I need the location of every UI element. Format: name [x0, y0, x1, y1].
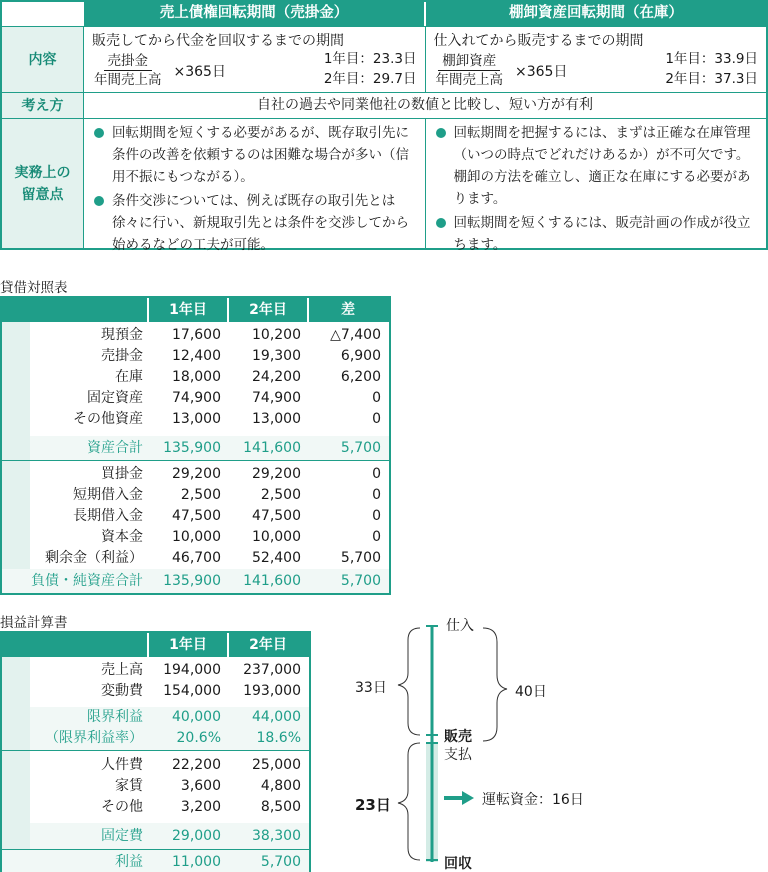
table-row: 長期借入金 47,500 47,500 0 [73, 508, 381, 524]
notes-row [2, 118, 766, 253]
inventory-denominator: 年間売上高 [435, 72, 503, 88]
note-text: 回転期間を把握するには、まずは正確な在庫管理（いつの時点でどれだけあるか）が不可欠です。棚卸の方法を確立し、適正な在庫にする必要があります。 [453, 125, 751, 207]
bullet-dot-icon [94, 196, 104, 206]
col-year2: 2年目 [227, 633, 307, 657]
table-row: 変動費 154,000 193,000 [101, 683, 301, 699]
receivables-multiplier: ×365日 [173, 63, 226, 80]
fixed-total-row: 固定費 29,000 38,300 [30, 823, 309, 849]
table-row: 固定資産 74,900 74,900 0 [87, 390, 381, 406]
content-row [2, 26, 766, 92]
col-diff: 差 [307, 298, 387, 322]
label-working-capital: 運転資金：16日 [482, 792, 584, 808]
inventory-numerator: 棚卸資産 [438, 52, 500, 71]
table-row: 剰余金（利益） 46,700 52,400 5,700 [45, 550, 381, 566]
receivables-year1: 1年目：23.3日 [323, 51, 417, 67]
assets-total-row: 資産合計 135,900 141,600 5,700 [30, 436, 389, 460]
table-row: 短期借入金 2,500 2,500 0 [73, 487, 381, 503]
inventory-notes [425, 119, 767, 253]
label-purchase: 仕入 [446, 618, 474, 634]
col-year2: 2年目 [227, 298, 307, 322]
inventory-year2: 2年目：37.3日 [665, 71, 758, 87]
note-text: 回転期間を短くするには、販売計画の作成が役立ちます。 [453, 215, 751, 253]
label-33-days: 33日 [355, 680, 387, 696]
label-payment: 支払 [444, 747, 472, 763]
table-row: 買掛金 29,200 29,200 0 [101, 466, 381, 482]
receivables-denominator: 年間売上高 [94, 72, 162, 88]
receivables-year2: 2年目：29.7日 [323, 71, 417, 87]
receivables-notes [84, 119, 425, 253]
inventory-years [665, 49, 758, 89]
inventory-year1: 1年目：33.9日 [665, 51, 758, 67]
receivables-description: 販売してから代金を回収するまでの期間 [92, 33, 344, 49]
comparison-table [0, 0, 768, 253]
receivables-note-1 [94, 122, 417, 188]
receivables-numerator: 売掛金 [104, 52, 153, 71]
brace-23-days-icon [398, 743, 420, 860]
label-40-days: 40日 [515, 684, 547, 700]
brace-33-days-icon [398, 628, 420, 735]
profit-row: 利益 11,000 5,700 [2, 850, 309, 872]
table-row: 在庫 18,000 24,200 6,200 [115, 369, 381, 385]
label-23-days: 23日 [355, 796, 391, 814]
balance-sheet-title: 貸借対照表 [0, 280, 68, 296]
inventory-description: 仕入れてから販売するまでの期間 [433, 33, 644, 49]
receivables-fraction [92, 52, 164, 89]
inventory-fraction [434, 52, 506, 89]
income-statement-table [0, 631, 311, 872]
margin-rate-row: （限界利益率） 20.6% 18.6% [30, 728, 309, 750]
table-row: その他資産 13,000 13,000 0 [73, 411, 381, 427]
receivables-note-2 [94, 190, 417, 256]
assets-rows [30, 322, 389, 460]
table-row: 売上高 194,000 237,000 [101, 662, 301, 678]
inventory-multiplier: ×365日 [515, 63, 568, 80]
note-text: 回転期間を短くする必要があるが、既存取引先に条件の改善を依頼するのは困難な場合が多い（信用不振にもつながる）。 [112, 125, 409, 185]
bullet-dot-icon [436, 218, 446, 228]
receivables-content [84, 27, 425, 92]
liabilities-total-row: 負債・純資産合計 135,900 141,600 5,700 [2, 569, 389, 593]
thinking-row [2, 92, 766, 118]
receivables-years [324, 49, 417, 89]
timeline-svg [340, 615, 768, 872]
inventory-header: 棚卸資産回転期間（在庫） [424, 2, 766, 26]
table-row: その他 3,200 8,500 [101, 799, 301, 815]
margin-row: 限界利益 40,000 44,000 [30, 707, 309, 728]
inventory-content [425, 27, 767, 92]
working-capital-diagram [340, 615, 768, 872]
table-row: 家賃 3,600 4,800 [115, 778, 301, 794]
table-row: 人件費 22,200 25,000 [101, 757, 301, 773]
table-row: 売掛金 12,400 19,300 6,900 [101, 348, 381, 364]
table-row: 現預金 17,600 10,200 △7,400 [101, 327, 381, 343]
col-year1: 1年目 [147, 633, 227, 657]
thinking-text: 自社の過去や同業他社の数値と比較し、短い方が有利 [257, 97, 593, 113]
liabilities-rows [30, 461, 389, 593]
arrow-right-icon [462, 791, 474, 805]
thinking-label: 考え方 [2, 93, 84, 118]
inventory-note-2 [436, 212, 759, 256]
inventory-note-1 [436, 122, 759, 210]
label-collection: 回収 [444, 856, 472, 872]
content-label: 内容 [2, 27, 84, 92]
table-row: 資本金 10,000 10,000 0 [101, 529, 381, 545]
header-blank [2, 2, 84, 26]
balance-sheet-table [0, 296, 391, 595]
col-year1: 1年目 [147, 298, 227, 322]
note-text: 条件交渉については、例えば既存の取引先とは徐々に行い、新規取引先とは条件を交渉してから始めるなどの工夫が可能。 [112, 193, 409, 253]
bullet-dot-icon [94, 128, 104, 138]
income-statement-title: 損益計算書 [0, 615, 68, 631]
brace-40-days-icon [483, 628, 507, 741]
label-sale: 販売 [444, 729, 472, 745]
balance-sheet-header [2, 298, 389, 322]
receivables-header: 売上債権回転期間（売掛金） [84, 2, 424, 26]
income-statement-header [2, 633, 309, 657]
comparison-header-row [2, 2, 766, 26]
bullet-dot-icon [436, 128, 446, 138]
notes-label: 実務上の留意点 [2, 119, 84, 248]
